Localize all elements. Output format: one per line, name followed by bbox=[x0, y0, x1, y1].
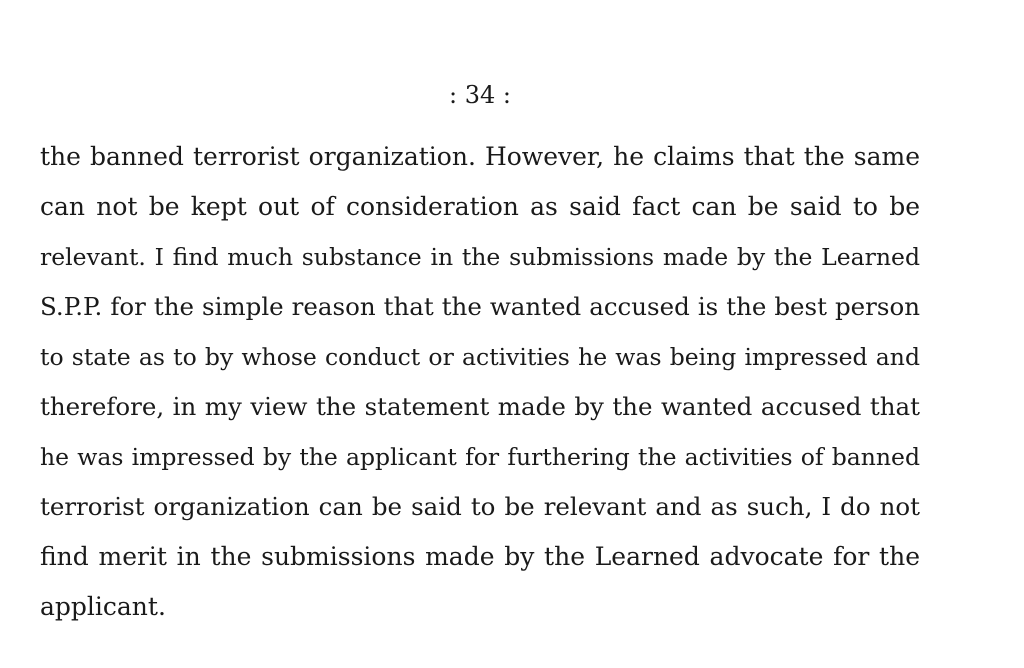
text-line: applicant. bbox=[40, 592, 166, 621]
text-line: the banned terrorist organization. However, he claims that the same bbox=[40, 142, 920, 171]
text-line: find merit in the submissions made by the Learned advocate for the bbox=[40, 542, 920, 571]
text-line: he was impressed by the applicant for furthering the activities of banned bbox=[40, 443, 920, 471]
text-line: relevant. I find much substance in the submissions made by the Learned bbox=[40, 243, 920, 271]
page-number: : 34 : bbox=[449, 81, 511, 109]
text-line: can not be kept out of consideration as said fact can be said to be bbox=[40, 192, 920, 221]
text-line: terrorist organization can be said to be relevant and as such, I do not bbox=[40, 492, 920, 521]
text-line: S.P.P. for the simple reason that the wanted accused is the best person bbox=[40, 292, 920, 321]
text-line: therefore, in my view the statement made by the wanted accused that bbox=[40, 392, 920, 421]
body-paragraph bbox=[40, 139, 920, 639]
text-line: to state as to by whose conduct or activities he was being impressed and bbox=[40, 343, 920, 371]
